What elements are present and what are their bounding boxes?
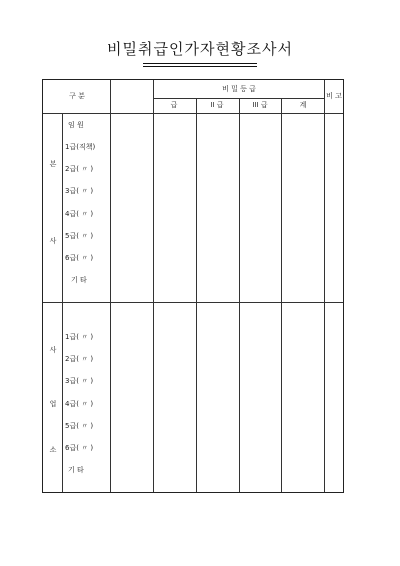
row-label: 2급( 〃 ) — [65, 165, 94, 173]
section-divider-line — [43, 302, 343, 303]
divider-grade-3 — [281, 98, 282, 492]
row-label: 기 타 — [71, 276, 87, 284]
group-label-char: 본 — [49, 160, 57, 168]
row-label: 2급( 〃 ) — [65, 355, 94, 363]
row-label: 4급( 〃 ) — [65, 210, 94, 218]
row-label: 6급( 〃 ) — [65, 444, 94, 452]
header-bottom-line — [43, 113, 343, 114]
group-label-char: 소 — [49, 446, 57, 454]
divider-grade-1 — [196, 98, 197, 492]
row-label: 1급(직책) — [65, 143, 96, 151]
header-col-grade-3: III 급 — [252, 101, 268, 109]
divider-grade-start — [153, 80, 154, 492]
header-split-line — [153, 98, 324, 99]
divider-remarks — [324, 80, 325, 492]
row-label: 1급( 〃 ) — [65, 333, 94, 341]
row-label: 5급( 〃 ) — [65, 422, 94, 430]
header-remarks: 비 고 — [326, 92, 342, 100]
group-label-char: 사 — [49, 237, 57, 245]
row-label: 3급( 〃 ) — [65, 377, 94, 385]
row-label: 5급( 〃 ) — [65, 232, 94, 240]
divider-category-column — [110, 80, 111, 492]
personnel-status-table — [42, 79, 344, 493]
document-title: 비밀취급인가자현황조사서 — [107, 40, 293, 58]
row-label: 기 타 — [68, 466, 84, 474]
header-category: 구 분 — [69, 92, 85, 100]
title-underline-bottom — [143, 66, 257, 67]
divider-grade-2 — [239, 98, 240, 492]
title-underline-top — [143, 63, 257, 64]
row-label: 3급( 〃 ) — [65, 187, 94, 195]
row-label: 6급( 〃 ) — [65, 254, 94, 262]
header-col-grade-2: II 급 — [210, 101, 224, 109]
header-col-grade-1: 급 — [170, 101, 178, 109]
row-label: 4급( 〃 ) — [65, 400, 94, 408]
group-label-char: 업 — [49, 400, 57, 408]
row-label: 임 원 — [68, 121, 84, 129]
header-col-total: 계 — [299, 101, 307, 109]
group-label-char: 사 — [49, 346, 57, 354]
header-classification-group: 비 밀 등 급 — [222, 85, 256, 93]
